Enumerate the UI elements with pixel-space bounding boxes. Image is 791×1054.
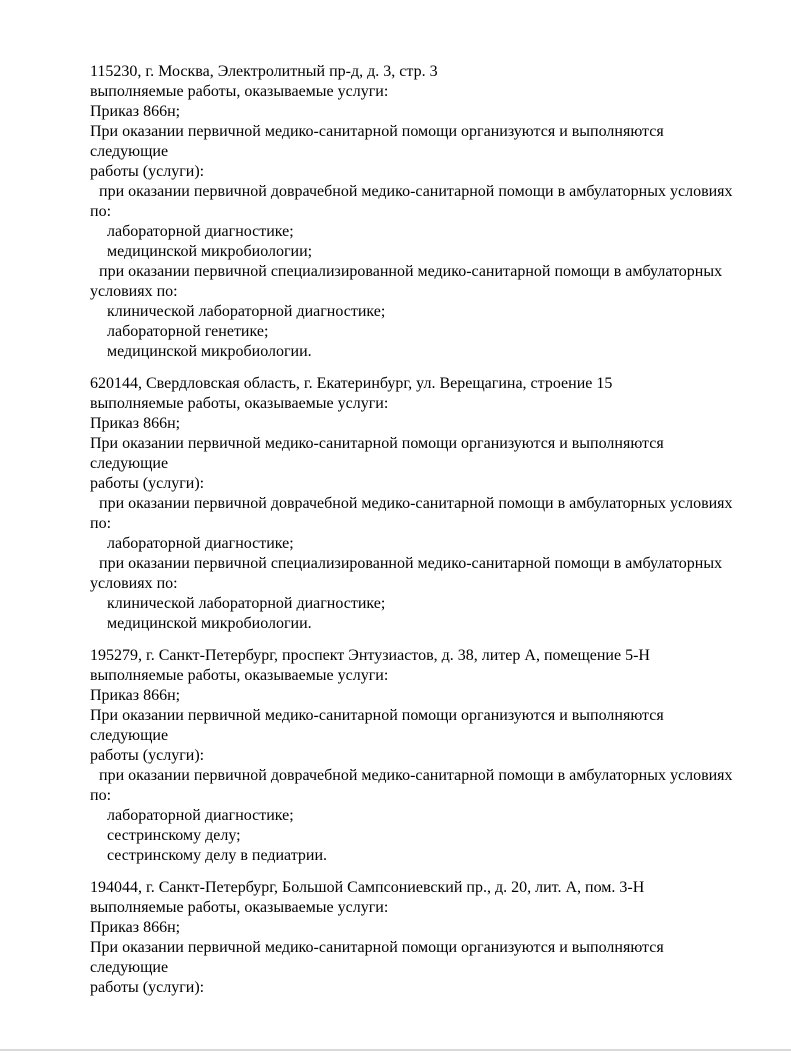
text-line: выполняемые работы, оказываемые услуги:: [90, 667, 389, 684]
text-line: медицинской микробиологии.: [107, 343, 312, 360]
text-line: лабораторной диагностике;: [107, 807, 294, 824]
text-line: Приказ 866н;: [90, 415, 181, 432]
text-line: медицинской микробиологии;: [107, 243, 313, 260]
document-body: [90, 62, 741, 1010]
text-line: выполняемые работы, оказываемые услуги:: [90, 899, 389, 916]
license-address-block: [90, 646, 741, 866]
text-line: при оказании первичной специализированной медико-санитарной помощи в амбулаторных: [99, 263, 723, 280]
text-line: работы (услуги):: [90, 979, 205, 996]
text-line: по:: [90, 515, 112, 532]
text-line: при оказании первичной доврачебной медико-санитарной помощи в амбулаторных условиях: [99, 495, 733, 512]
text-line: при оказании первичной доврачебной медико-санитарной помощи в амбулаторных условиях: [99, 183, 733, 200]
text-line: лабораторной диагностике;: [107, 535, 294, 552]
address-line: 620144, Свердловская область, г. Екатеринбург, ул. Верещагина, строение 15: [90, 375, 613, 392]
text-line: работы (услуги):: [90, 163, 205, 180]
text-line: при оказании первичной доврачебной медико-санитарной помощи в амбулаторных условиях: [99, 767, 733, 784]
text-line: лабораторной генетике;: [107, 323, 269, 340]
text-line: При оказании первичной медико-санитарной помощи организуются и выполняются следующие: [90, 707, 668, 744]
text-line: работы (услуги):: [90, 747, 205, 764]
license-address-block: [90, 878, 741, 998]
text-line: работы (услуги):: [90, 475, 205, 492]
text-line: Приказ 866н;: [90, 103, 181, 120]
text-line: Приказ 866н;: [90, 687, 181, 704]
text-line: условиях по:: [90, 575, 178, 592]
text-line: лабораторной диагностике;: [107, 223, 294, 240]
address-line: 115230, г. Москва, Электролитный пр-д, д. 3, стр. 3: [90, 63, 438, 80]
text-line: условиях по:: [90, 283, 178, 300]
text-line: При оказании первичной медико-санитарной помощи организуются и выполняются следующие: [90, 123, 668, 160]
text-line: сестринскому делу;: [107, 827, 241, 844]
text-line: при оказании первичной специализированной медико-санитарной помощи в амбулаторных: [99, 555, 723, 572]
address-line: 195279, г. Санкт-Петербург, проспект Энтузиастов, д. 38, литер А, помещение 5-Н: [90, 647, 650, 664]
text-line: При оказании первичной медико-санитарной помощи организуются и выполняются следующие: [90, 435, 668, 472]
text-line: Приказ 866н;: [90, 919, 181, 936]
text-line: клинической лабораторной диагностике;: [107, 303, 386, 320]
text-line: по:: [90, 203, 112, 220]
license-address-block: [90, 374, 741, 634]
text-line: При оказании первичной медико-санитарной помощи организуются и выполняются следующие: [90, 939, 668, 976]
bottom-divider: [0, 1049, 791, 1051]
text-line: клинической лабораторной диагностике;: [107, 595, 386, 612]
text-line: по:: [90, 787, 112, 804]
text-line: выполняемые работы, оказываемые услуги:: [90, 83, 389, 100]
license-address-block: [90, 62, 741, 362]
text-line: сестринскому делу в педиатрии.: [107, 847, 328, 864]
text-line: медицинской микробиологии.: [107, 615, 312, 632]
address-line: 194044, г. Санкт-Петербург, Большой Сампсониевский пр., д. 20, лит. А, пом. 3-Н: [90, 879, 645, 896]
text-line: выполняемые работы, оказываемые услуги:: [90, 395, 389, 412]
